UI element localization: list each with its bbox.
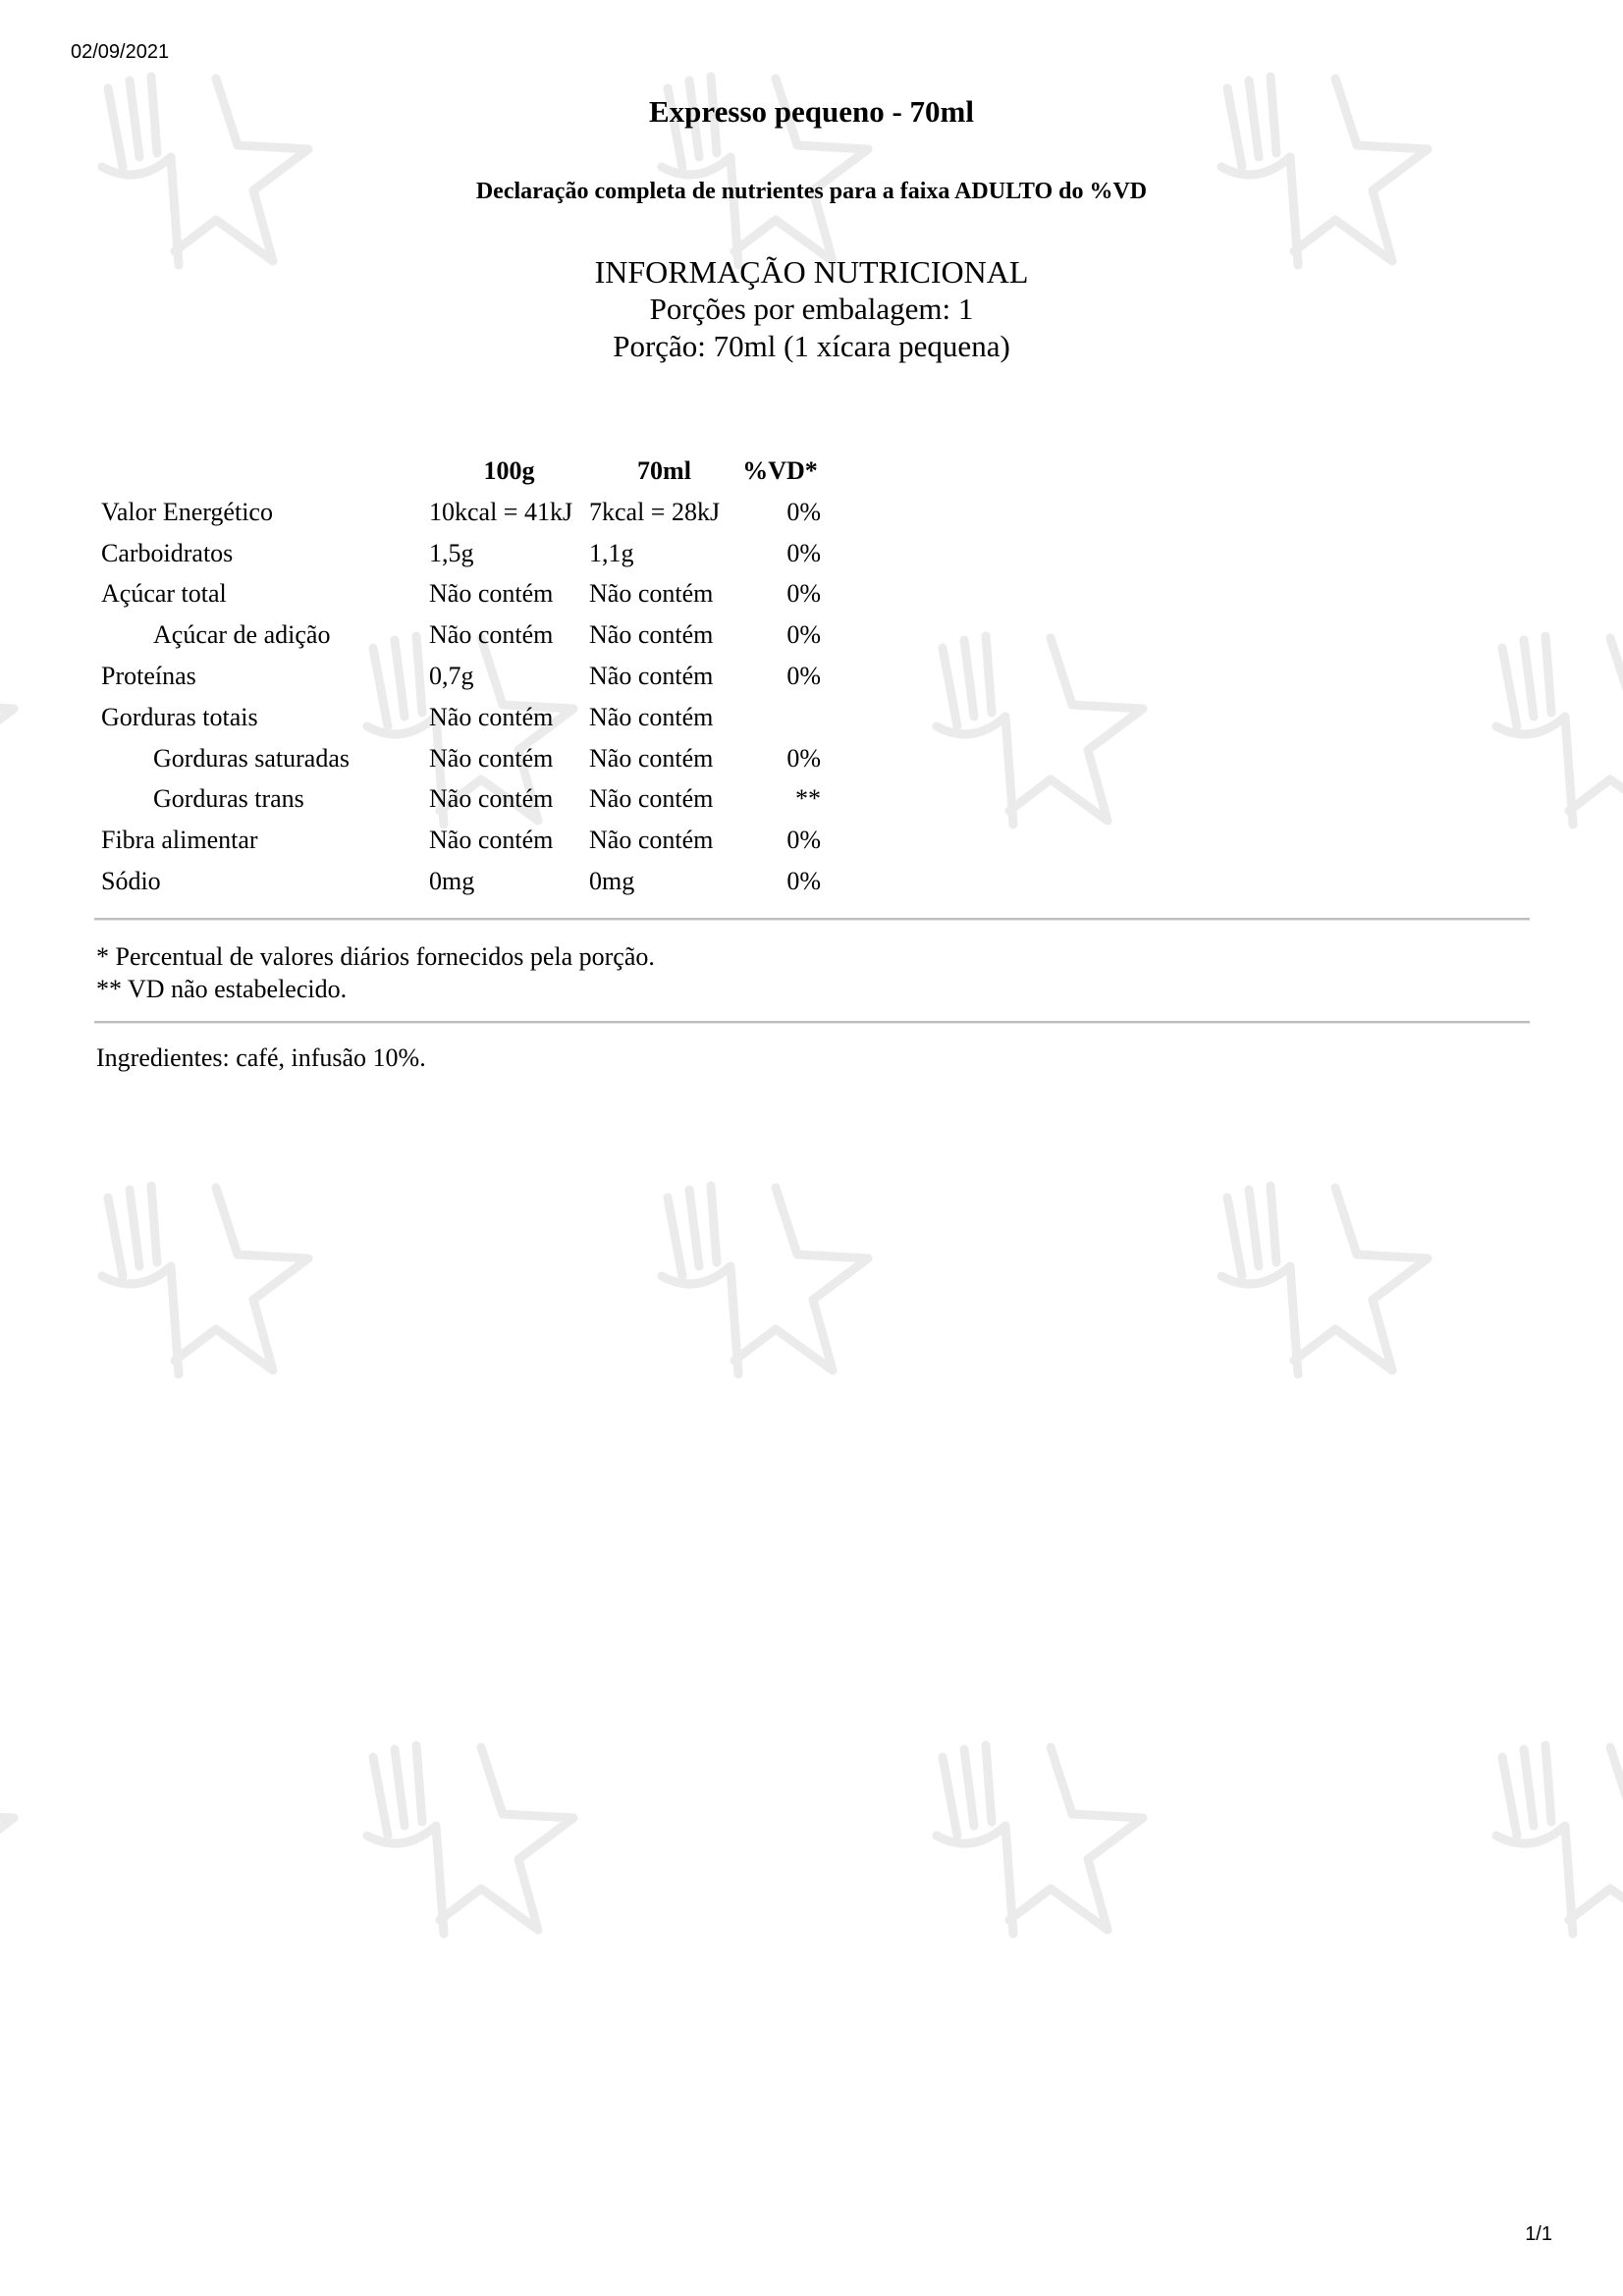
fork-star-logo-icon: [628, 59, 884, 285]
value-per-100g: 0mg: [429, 866, 475, 895]
header-per-70ml: 70ml: [637, 456, 691, 485]
daily-value-percent: 0%: [786, 661, 821, 690]
nutrient-name: Fibra alimentar: [101, 826, 258, 855]
fork-star-logo-icon: [69, 1168, 324, 1394]
daily-value-percent: **: [795, 784, 821, 814]
footnote-not-established: ** VD não estabelecido.: [96, 975, 348, 1003]
print-date: 02/09/2021: [71, 41, 170, 63]
nutrition-info-block: [0, 253, 1623, 365]
serving-size: Porção: 70ml (1 xícara pequena): [613, 329, 1010, 363]
daily-value-percent: 0%: [786, 743, 821, 773]
value-per-100g: Não contém: [429, 579, 554, 609]
watermark-tile: [628, 1168, 982, 1522]
table-row: [94, 614, 821, 656]
fork-star-logo-icon: [69, 59, 324, 285]
watermark-tile: [69, 1168, 422, 1522]
page-number: 1/1: [1525, 2223, 1552, 2245]
footnotes: [96, 940, 655, 1005]
daily-value-percent: 0%: [786, 866, 821, 895]
fork-star-logo-icon: [903, 1728, 1159, 1953]
value-per-70ml: Não contém: [589, 784, 714, 814]
header-daily-value: %VD*: [742, 456, 818, 485]
watermark-tile: [1463, 1728, 1623, 2081]
value-per-70ml: Não contém: [589, 620, 714, 650]
footnote-daily-value: * Percentual de valores diários fornecidos pela porção.: [96, 942, 655, 971]
fork-star-logo-icon: [334, 1728, 589, 1953]
table-row: [94, 697, 821, 738]
value-per-70ml: Não contém: [589, 661, 714, 690]
value-per-100g: Não contém: [429, 743, 554, 773]
daily-value-percent: 0%: [786, 497, 821, 526]
page-title: Expresso pequeno - 70ml: [649, 94, 974, 129]
table-row: [94, 533, 821, 574]
watermark-tile: [334, 1728, 687, 2081]
table-row: [94, 492, 821, 533]
value-per-70ml: Não contém: [589, 743, 714, 773]
nutrient-name: Gorduras totais: [101, 702, 258, 731]
nutrient-name: Gorduras saturadas: [153, 743, 350, 773]
table-row: [94, 738, 821, 779]
fork-star-logo-icon: [1188, 1168, 1443, 1394]
table-row: [94, 820, 821, 861]
ingredients: Ingredientes: café, infusão 10%.: [96, 1043, 426, 1072]
nutrition-info-heading: INFORMAÇÃO NUTRICIONAL: [594, 254, 1029, 290]
header-nutrient: [94, 451, 429, 492]
table-row: [94, 778, 821, 820]
nutrient-name: Gorduras trans: [153, 784, 304, 814]
watermark-tile: [903, 1728, 1257, 2081]
table-row: [94, 656, 821, 697]
nutrient-name: Açúcar total: [101, 579, 227, 609]
value-per-100g: Não contém: [429, 784, 554, 814]
divider-top: [94, 918, 1530, 921]
fork-star-logo-icon: [0, 618, 29, 844]
table-row: [94, 573, 821, 614]
nutrient-name: Açúcar de adição: [153, 620, 331, 650]
fork-star-logo-icon: [1188, 59, 1443, 285]
value-per-70ml: 7kcal = 28kJ: [589, 497, 721, 526]
watermark-tile: [0, 1728, 128, 2081]
fork-star-logo-icon: [1463, 618, 1623, 844]
fork-star-logo-icon: [903, 618, 1159, 844]
value-per-100g: 0,7g: [429, 661, 474, 690]
daily-value-percent: 0%: [786, 538, 821, 567]
daily-value-percent: 0%: [786, 826, 821, 855]
value-per-100g: 10kcal = 41kJ: [429, 497, 573, 526]
value-per-70ml: 1,1g: [589, 538, 634, 567]
fork-star-logo-icon: [1463, 1728, 1623, 1953]
value-per-100g: Não contém: [429, 702, 554, 731]
watermark-tile: [1188, 1168, 1542, 1522]
value-per-70ml: Não contém: [589, 579, 714, 609]
table-header-row: [94, 451, 821, 492]
daily-value-percent: 0%: [786, 620, 821, 650]
table-row: [94, 861, 821, 902]
nutrient-name: Proteínas: [101, 661, 196, 690]
nutrient-name: Carboidratos: [101, 538, 234, 567]
value-per-100g: Não contém: [429, 620, 554, 650]
header-per-100g: 100g: [483, 456, 535, 485]
value-per-70ml: Não contém: [589, 702, 714, 731]
nutrient-name: Valor Energético: [101, 497, 273, 526]
nutrient-name: Sódio: [101, 866, 161, 895]
page-subtitle: Declaração completa de nutrientes para a faixa ADULTO do %VD: [475, 179, 1148, 204]
servings-per-package: Porções por embalagem: 1: [649, 292, 974, 326]
daily-value-percent: [739, 697, 821, 738]
value-per-70ml: 0mg: [589, 866, 635, 895]
fork-star-logo-icon: [628, 1168, 884, 1394]
value-per-70ml: Não contém: [589, 826, 714, 855]
value-per-100g: Não contém: [429, 826, 554, 855]
value-per-100g: 1,5g: [429, 538, 474, 567]
divider-bottom: [94, 1021, 1530, 1024]
nutrition-table: [94, 451, 821, 902]
daily-value-percent: 0%: [786, 579, 821, 609]
fork-star-logo-icon: [0, 1728, 29, 1953]
nutrition-table-body: [94, 492, 821, 902]
